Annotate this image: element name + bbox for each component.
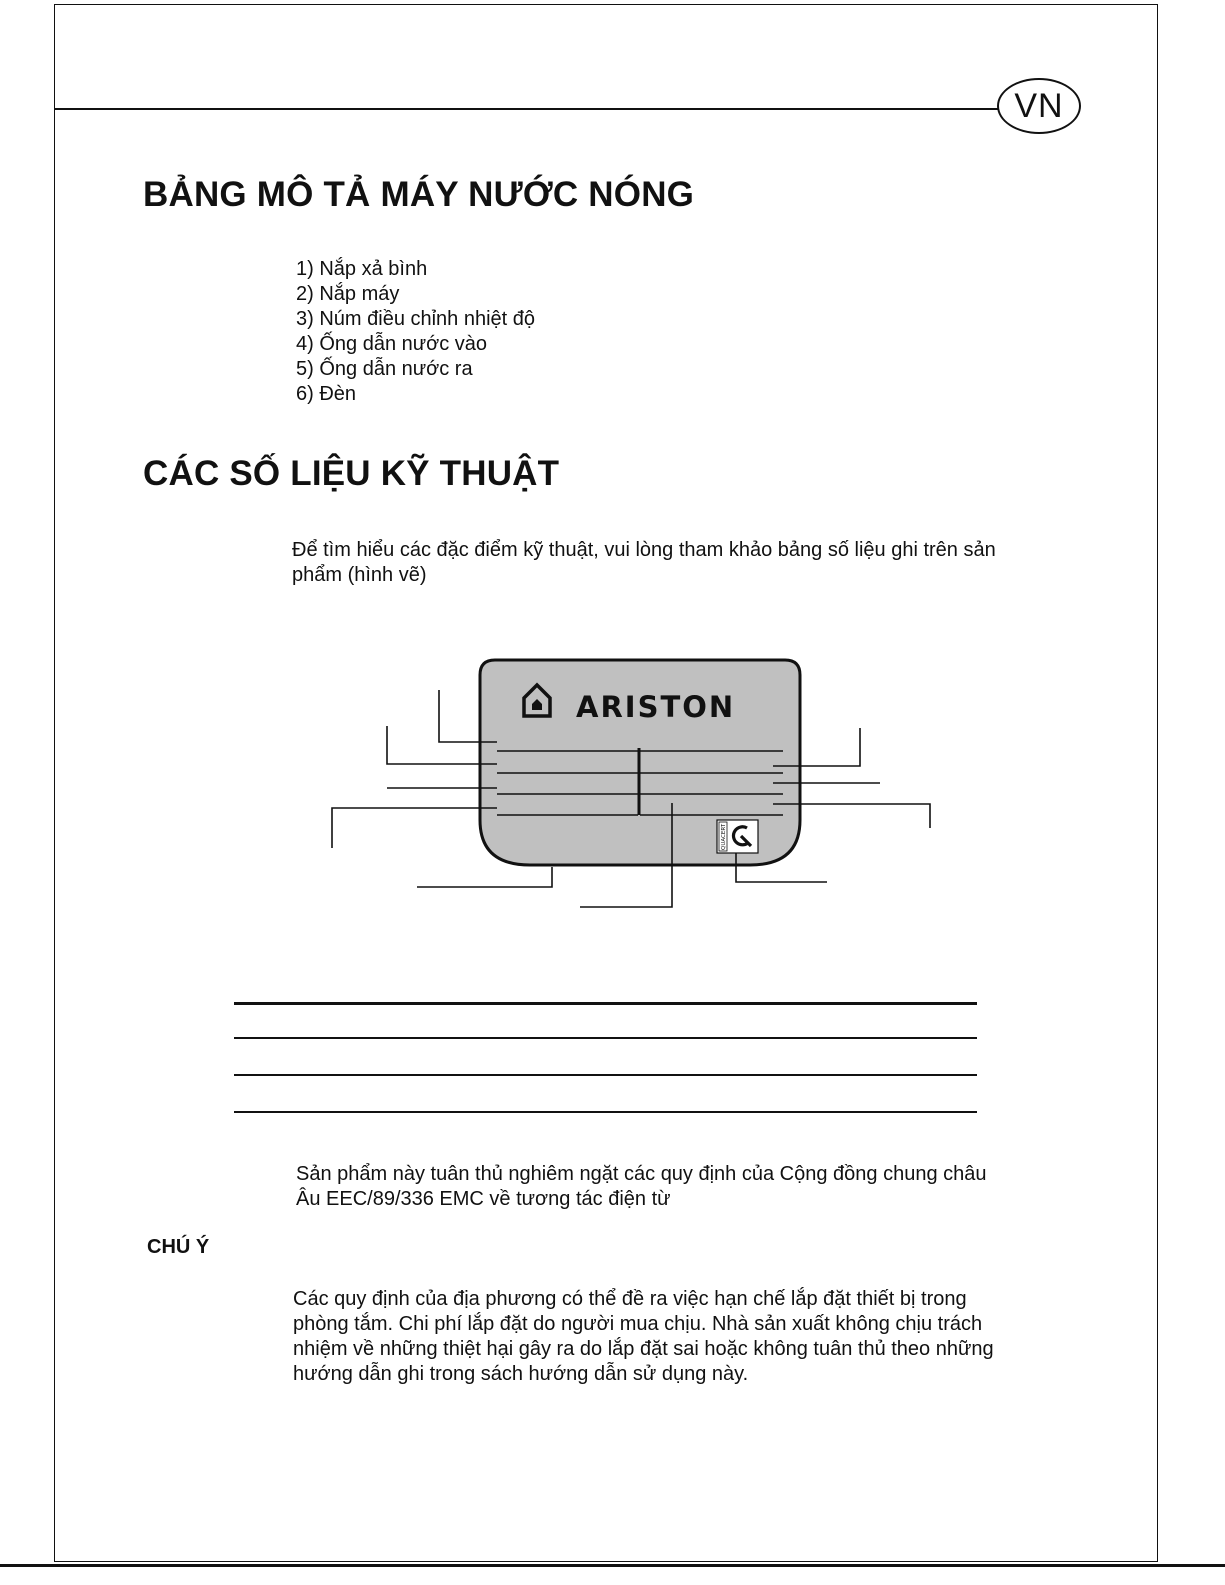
parts-list: [296, 257, 535, 407]
header-rule: [54, 108, 998, 110]
section-title-description: BẢNG MÔ TẢ MÁY NƯỚC NÓNG: [143, 175, 695, 214]
svg-text:QUACERT: QUACERT: [721, 823, 727, 850]
list-item: 4) Ống dẫn nước vào: [296, 333, 488, 355]
compliance-text: Sản phẩm này tuân thủ nghiêm ngặt các quy định của Cộng đồng chung châu Âu EEC/89/336 EMC về tương tác điện từ: [296, 1163, 987, 1210]
brand-logo-text: ARISTON: [576, 690, 736, 724]
language-badge: VN: [997, 78, 1081, 134]
note-title: CHÚ Ý: [147, 1236, 210, 1258]
list-item: 1) Nắp xả bình: [296, 258, 428, 280]
list-item: 6) Đèn: [296, 383, 357, 405]
spec-table-lines: [234, 1000, 977, 1120]
list-item: 3) Núm điều chỉnh nhiệt độ: [296, 308, 536, 330]
list-item: 5) Ống dẫn nước ra: [296, 358, 473, 380]
bottom-rule: [0, 1564, 1225, 1567]
certification-mark-icon: [717, 820, 758, 853]
rating-plate-diagram: [300, 650, 950, 920]
technical-intro-text: Để tìm hiểu các đặc điểm kỹ thuật, vui lòng tham khảo bảng số liệu ghi trên sản phẩm (hình vẽ): [292, 539, 996, 586]
list-item: 2) Nắp máy: [296, 283, 400, 305]
section-title-technical: CÁC SỐ LIỆU KỸ THUẬT: [143, 454, 560, 493]
note-text: Các quy định của địa phương có thể đề ra việc hạn chế lắp đặt thiết bị trong phòng tắm. Chi phí lắp đặt do người mua chịu. Nhà sản xuất không chịu trách nhiệm về những thiệt hại gây ra do lắp đặt sai hoặc không tuân thủ theo những hướng dẫn ghi trong sách hướng dẫn sử dụng này.: [293, 1288, 994, 1385]
